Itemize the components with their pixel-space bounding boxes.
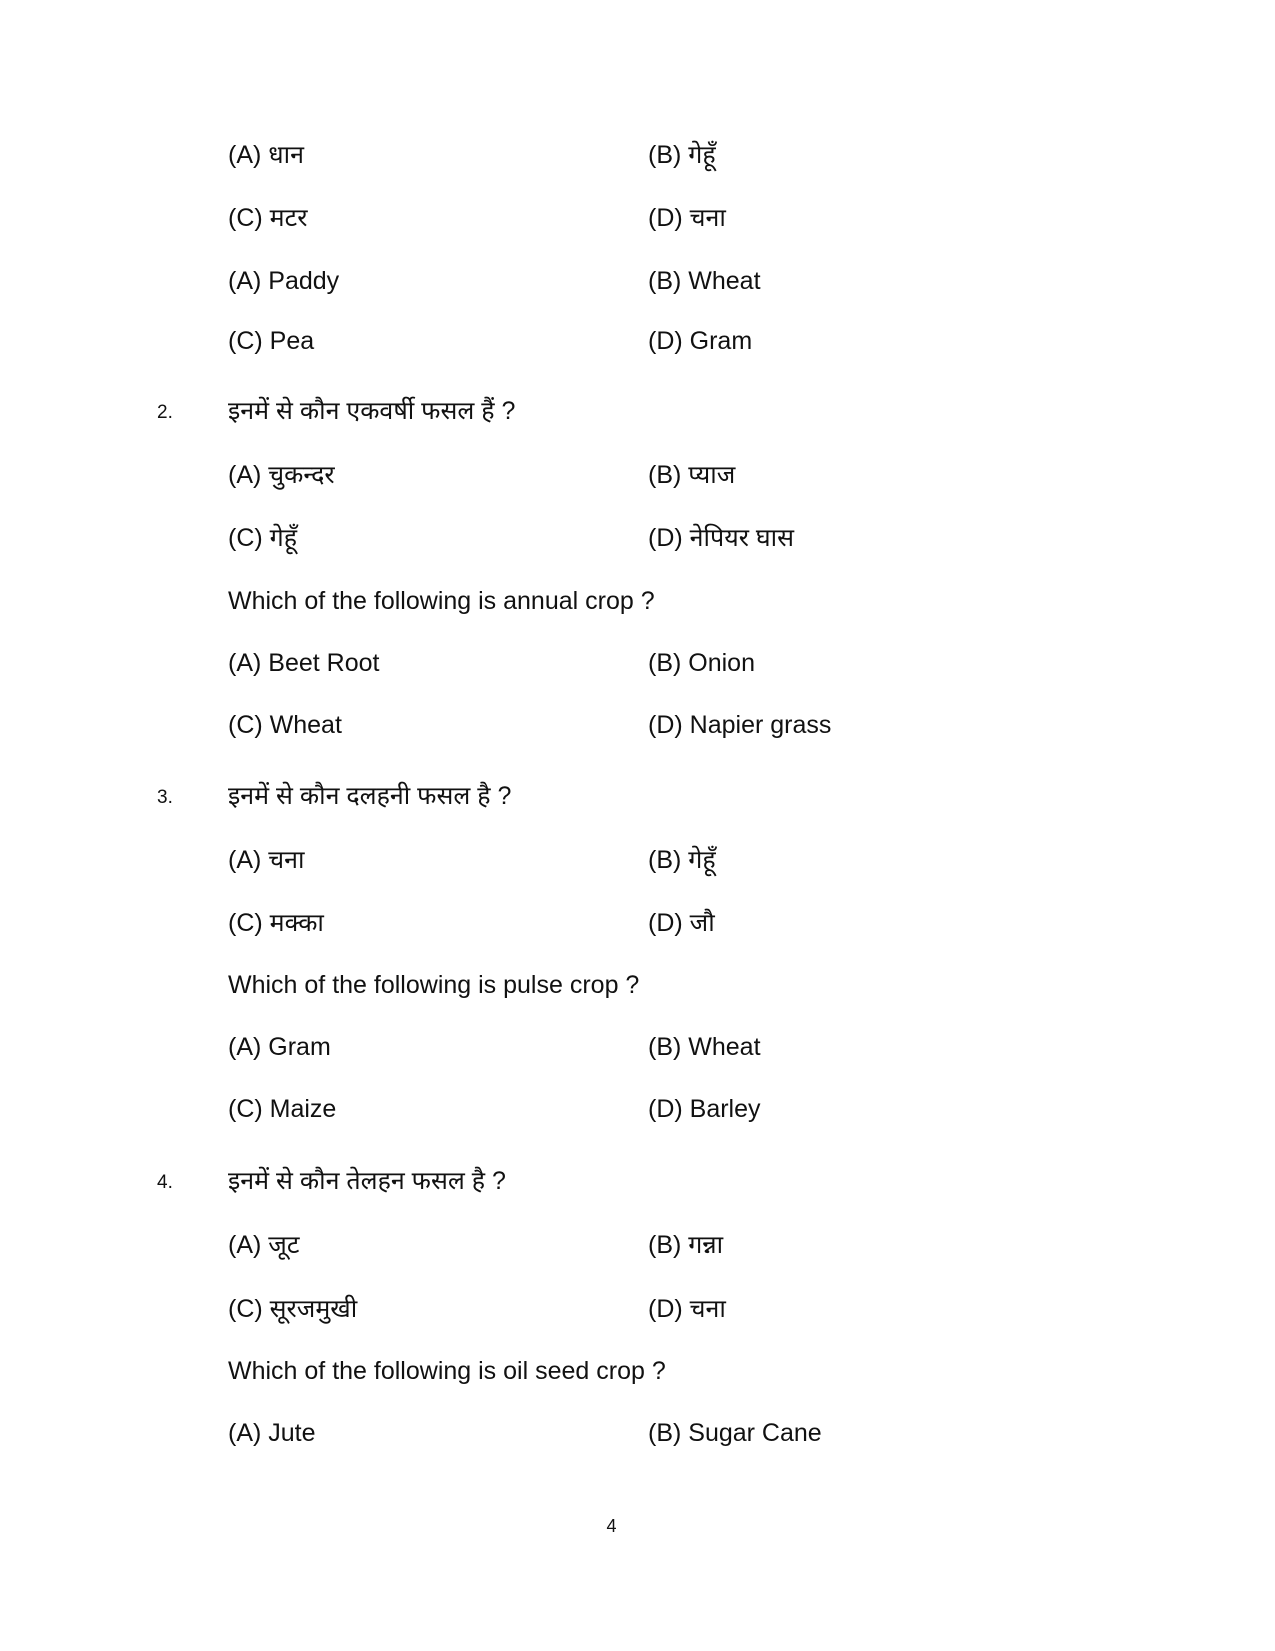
option-2a-hi: (A) चुकन्दर: [228, 461, 335, 489]
question-2-en: Which of the following is annual crop ?: [228, 587, 655, 615]
option-4b-en: (B) Sugar Cane: [648, 1419, 822, 1447]
option-1c-hi: (C) मटर: [228, 204, 308, 232]
option-1c-en: (C) Pea: [228, 327, 315, 355]
page-number: 4: [606, 1516, 617, 1536]
option-3c-hi: (C) मक्का: [228, 909, 324, 937]
question-2-hi: इनमें से कौन एकवर्षी फसल हैं ?: [228, 397, 516, 425]
question-3-hi: इनमें से कौन दलहनी फसल है ?: [228, 782, 512, 810]
option-1d-hi: (D) चना: [648, 204, 726, 232]
option-3d-hi: (D) जौ: [648, 909, 715, 937]
option-4c-hi: (C) सूरजमुखी: [228, 1295, 358, 1323]
option-2d-hi: (D) नेपियर घास: [648, 524, 795, 552]
option-3a-hi: (A) चना: [228, 846, 305, 874]
option-1b-en: (B) Wheat: [648, 267, 761, 295]
option-2a-en: (A) Beet Root: [228, 649, 380, 677]
option-4a-hi: (A) जूट: [228, 1231, 300, 1259]
option-2c-en: (C) Wheat: [228, 711, 342, 739]
option-1a-hi: (A) धान: [228, 141, 304, 169]
option-2b-hi: (B) प्याज: [648, 461, 736, 489]
question-3-en: Which of the following is pulse crop ?: [228, 971, 640, 999]
option-1a-en: (A) Paddy: [228, 267, 340, 295]
option-2d-en: (D) Napier grass: [648, 711, 832, 739]
question-number-3: 3.: [157, 787, 173, 808]
option-3d-en: (D) Barley: [648, 1095, 761, 1123]
option-3b-en: (B) Wheat: [648, 1033, 761, 1061]
option-2c-hi: (C) गेहूँ: [228, 524, 298, 552]
question-4-hi: इनमें से कौन तेलहन फसल है ?: [228, 1167, 506, 1195]
question-number-2: 2.: [157, 402, 173, 423]
question-number-4: 4.: [157, 1172, 173, 1193]
option-1d-en: (D) Gram: [648, 327, 753, 355]
question-4-en: Which of the following is oil seed crop ?: [228, 1357, 666, 1385]
option-4d-hi: (D) चना: [648, 1295, 726, 1323]
option-4a-en: (A) Jute: [228, 1419, 316, 1447]
option-3b-hi: (B) गेहूँ: [648, 846, 716, 874]
option-3c-en: (C) Maize: [228, 1095, 337, 1123]
option-2b-en: (B) Onion: [648, 649, 755, 677]
option-3a-en: (A) Gram: [228, 1033, 331, 1061]
option-1b-hi: (B) गेहूँ: [648, 141, 716, 169]
option-4b-hi: (B) गन्ना: [648, 1231, 724, 1259]
